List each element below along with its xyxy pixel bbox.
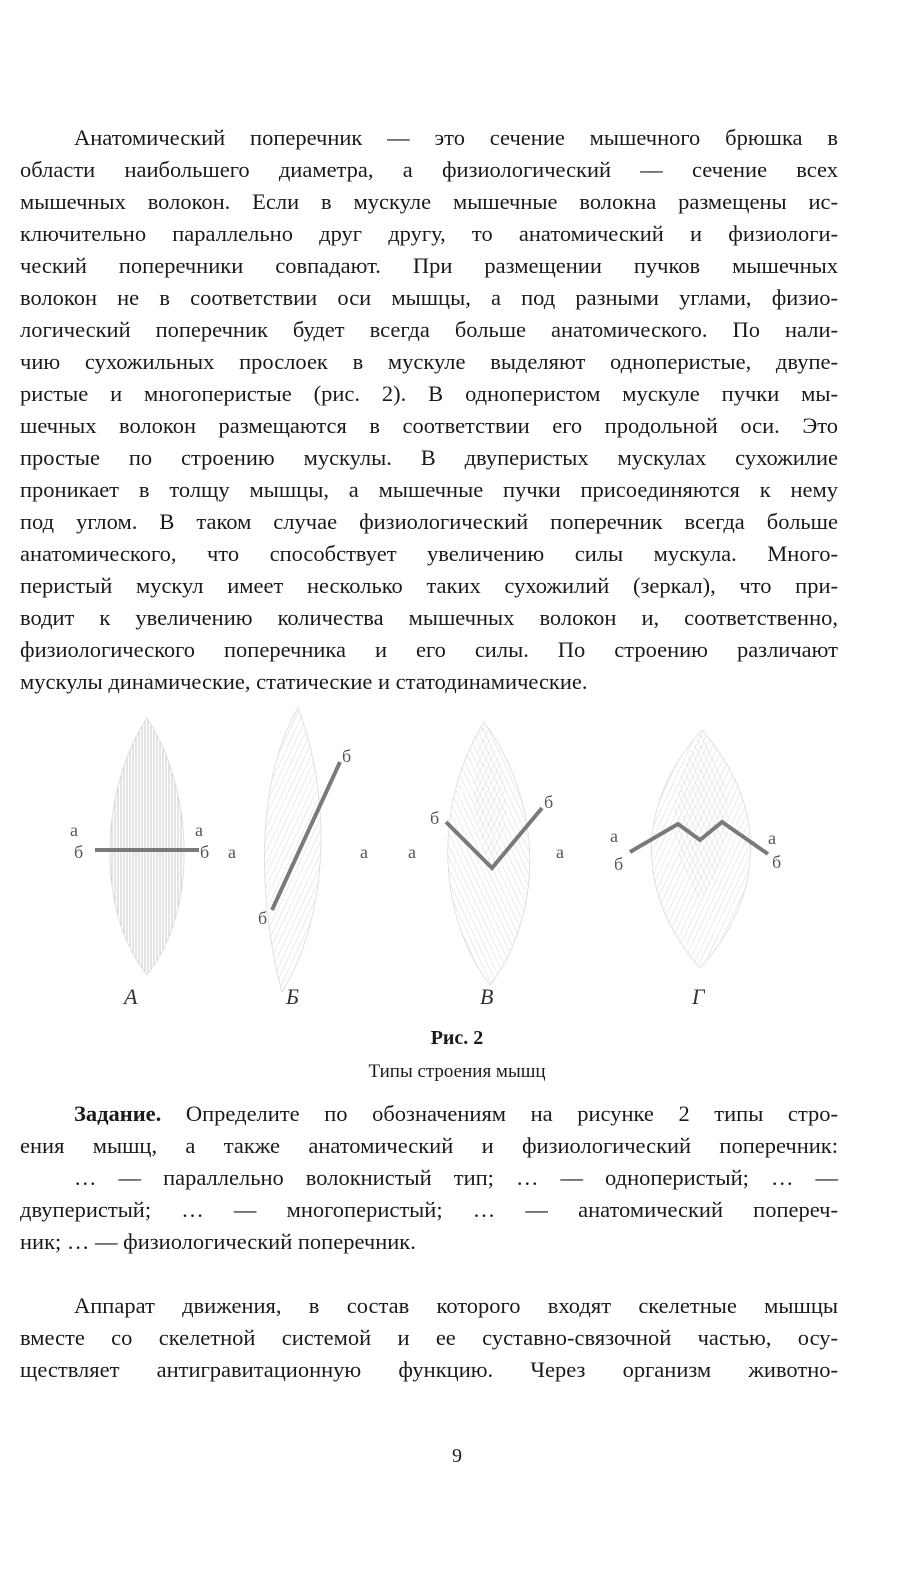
text-line: ения мышц, а также анатомический и физиологический поперечник:	[20, 1133, 838, 1158]
text-line: … — параллельно волокнистый тип; … — одноперистый; … —	[74, 1165, 838, 1190]
text-line: двуперистый; … — многоперистый; … — анатомический попереч-	[20, 1197, 838, 1222]
label-b: б	[772, 852, 782, 872]
text-line: чию сухожильных прослоек в мускуле выделяют одноперистые, двупе-	[20, 349, 838, 374]
text-line: водит к увеличению количества мышечных волокон и, соответственно,	[20, 605, 838, 630]
panel-letter-b: Б	[286, 984, 299, 1009]
label-a: а	[195, 820, 203, 840]
text-line: простые по строению мускулы. В двуперистых мускулах сухожилие	[20, 445, 838, 470]
text-line: Аппарат движения, в состав которого входят скелетные мышцы	[74, 1293, 838, 1318]
label-b: б	[74, 842, 84, 862]
paragraph-muscle-cross-sections	[20, 122, 838, 698]
label-b: б	[544, 792, 554, 812]
text-line: области наибольшего диаметра, а физиологический — сечение всех	[20, 157, 838, 182]
text-line: под углом. В таком случае физиологический поперечник всегда больше	[20, 509, 838, 534]
label-b: б	[258, 908, 268, 928]
text-line: мышечных волокон. Если в мускуле мышечные волокна размещены ис-	[20, 189, 838, 214]
page-number: 9	[452, 1445, 462, 1467]
label-a: а	[556, 842, 564, 862]
text-line: Анатомический поперечник — это сечение мышечного брюшка в	[74, 125, 838, 150]
task-first-line	[20, 1098, 838, 1130]
task-paragraph	[20, 1098, 838, 1258]
panel-letter-g: Г	[692, 984, 705, 1009]
task-label: Задание.	[74, 1101, 162, 1126]
text-line: шечных волокон размещаются в соответствии его продольной оси. Это	[20, 413, 838, 438]
label-b: б	[200, 842, 210, 862]
text-line: мускулы динамические, статические и статодинамические.	[20, 669, 588, 694]
text-line: ческий поперечники совпадают. При размещении пучков мышечных	[20, 253, 838, 278]
label-b: б	[342, 746, 352, 766]
task-text: Определите по обозначениям на рисунке 2 типы стро-	[161, 1101, 838, 1126]
panel-letter-v: В	[480, 984, 494, 1009]
panel-b-unipennate-muscle	[228, 708, 368, 1009]
text-line: ключительно параллельно друг другу, то анатомический и физиологи-	[20, 221, 838, 246]
label-b: б	[430, 808, 440, 828]
figure-caption-title: Рис. 2	[430, 1027, 484, 1049]
paragraph-locomotor-apparatus	[20, 1290, 838, 1386]
label-a: а	[360, 842, 368, 862]
text-line: волокон не в соответствии оси мышцы, а под разными углами, физио-	[20, 285, 838, 310]
label-a: а	[768, 828, 776, 848]
text-line: физиологического поперечника и его силы. По строению различают	[20, 637, 838, 662]
text-line: логический поперечник будет всегда больше анатомического. По нали-	[20, 317, 838, 342]
label-a: а	[408, 842, 416, 862]
text-line: перистый мускул имеет несколько таких сухожилий (зеркал), что при-	[20, 573, 838, 598]
panel-letter-a: А	[124, 984, 138, 1009]
text-line: вместе со скелетной системой и ее суставно-связочной частью, осу-	[20, 1325, 838, 1350]
text-line: ществляет антигравитационную функцию. Через организм животно-	[20, 1357, 838, 1382]
panel-v-bipennate-muscle	[408, 722, 564, 1009]
panel-a-parallel-muscle	[70, 718, 209, 1009]
text-line: ник; … — физиологический поперечник.	[20, 1229, 416, 1254]
label-a: а	[610, 826, 618, 846]
text-line: проникает в толщу мышцы, а мышечные пучки присоединяются к нему	[20, 477, 838, 502]
label-a: а	[70, 820, 78, 840]
text-line: ристые и многоперистые (рис. 2). В одноперистом мускуле пучки мы-	[20, 381, 838, 406]
label-a: а	[228, 842, 236, 862]
panel-g-multipennate-muscle	[610, 730, 781, 1009]
muscle-types-figure	[0, 700, 914, 1020]
text-line: анатомического, что способствует увеличению силы мускула. Много-	[20, 541, 838, 566]
label-b: б	[614, 854, 624, 874]
figure-caption-subtitle: Типы строения мышц	[368, 1061, 546, 1082]
